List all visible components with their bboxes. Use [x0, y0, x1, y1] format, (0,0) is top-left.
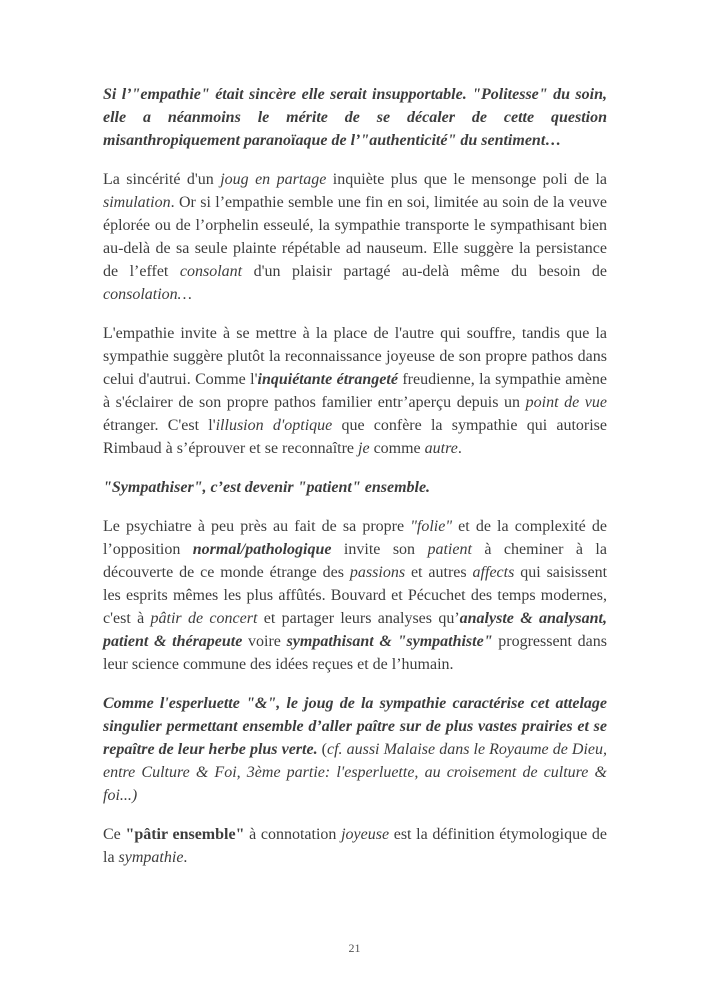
text-run: que confère la sympathie qui autorise Rimbaud à s’éprouver et se reconnaître: [103, 417, 608, 457]
text-run: ): [131, 787, 138, 804]
text-run: freudienne, la sympathie amène à s'éclairer de son propre pathos familier entr’aperçu depuis un: [103, 371, 608, 411]
text-run: normal/pathologique: [192, 541, 332, 558]
text-block: [103, 83, 607, 869]
paragraph: [103, 476, 607, 499]
text-run: comme: [369, 440, 425, 457]
text-run: autre: [424, 440, 458, 457]
paragraph: [103, 168, 607, 306]
text-run: joyeuse: [341, 826, 390, 843]
text-run: à connotation: [244, 826, 342, 843]
text-run: "Sympathiser", c’est devenir "patient" ensemble.: [103, 479, 431, 496]
text-run: pâtir de concert: [150, 610, 258, 627]
text-run: Le psychiatre à peu près au fait de sa propre: [103, 518, 411, 535]
text-run: point de vue: [525, 394, 607, 411]
text-run: Comme l'esperluette "&", le joug de la sympathie caractérise cet attelage singulier permettant ensemble d’aller paître sur de plus vastes prairies et se repaître de leur herbe plus verte.: [103, 695, 607, 758]
text-run: progressent dans leur science commune des idées reçues et de l’humain.: [103, 633, 607, 673]
text-run: (: [317, 741, 327, 758]
text-run: Ce: [103, 826, 126, 843]
paragraph: [103, 83, 607, 152]
text-run: consolant: [179, 263, 243, 280]
text-run: étranger. C'est l': [103, 417, 216, 434]
text-run: affects: [472, 564, 515, 581]
text-run: et autres: [405, 564, 473, 581]
text-run: analyste & analysant, patient & thérapeute: [103, 610, 608, 650]
text-run: joug en partage: [220, 171, 327, 188]
text-run: consolation…: [103, 286, 192, 303]
text-run: inquiète plus que le mensonge poli de la: [326, 171, 608, 188]
text-run: je: [358, 440, 370, 457]
page-number: 21: [348, 941, 361, 955]
text-run: .: [183, 849, 188, 866]
text-run: d'un plaisir partagé au-delà même du besoin de: [242, 263, 608, 280]
text-run: simulation: [103, 194, 171, 211]
text-run: est la définition étymologique de la: [103, 826, 607, 866]
text-run: sympathie: [118, 849, 184, 866]
text-run: invite son: [331, 541, 428, 558]
text-run: et de la complexité de l’opposition: [103, 518, 607, 558]
text-run: . Or si l’empathie semble une fin en soi, limitée au soin de la veuve éplorée ou de l’orphelin esseulé, la sympathie transporte le sympathisant bien au-delà de sa seule plainte répétable ad nauseum. Elle suggère la persistance de l’effet: [103, 194, 607, 280]
text-run: sympathisant & "sympathiste": [286, 633, 493, 650]
text-run: patient: [427, 541, 472, 558]
text-run: Si l’"empathie" était sincère elle serait insupportable. "Politesse" du soin, elle a néanmoins le mérite de se décaler de cette question misanthropiquement paranoïaque de l’"authenticité" du sentiment…: [103, 86, 607, 149]
text-run: L'empathie invite à se mettre à la place de l'autre qui souffre, tandis que la sympathie suggère plutôt la reconnaissance joyeuse de son propre pathos dans celui d'autrui. Comme l': [103, 325, 607, 388]
text-run: "folie": [410, 518, 453, 535]
text-run: .: [457, 440, 462, 457]
paragraph: [103, 322, 607, 460]
text-run: La sincérité d'un: [103, 171, 221, 188]
text-run: cf. aussi Malaise dans le Royaume de Dieu, entre Culture & Foi, 3ème partie: l'esperluette, au croisement de culture & foi...: [103, 741, 608, 804]
text-run: "pâtir ensemble": [125, 826, 245, 843]
text-run: illusion d'optique: [215, 417, 333, 434]
paragraph: [103, 692, 607, 807]
text-run: voire: [242, 633, 287, 650]
text-run: inquiétante étrangeté: [257, 371, 398, 388]
text-run: qui saisissent les esprits mêmes les plus affûtés. Bouvard et Pécuchet des temps modernes, c'est à: [103, 564, 608, 627]
paragraph: [103, 515, 607, 676]
text-run: passions: [349, 564, 406, 581]
text-run: à cheminer à la découverte de ce monde étrange des: [103, 541, 607, 581]
text-run: et partager leurs analyses qu’: [257, 610, 460, 627]
paragraph: [103, 823, 607, 869]
